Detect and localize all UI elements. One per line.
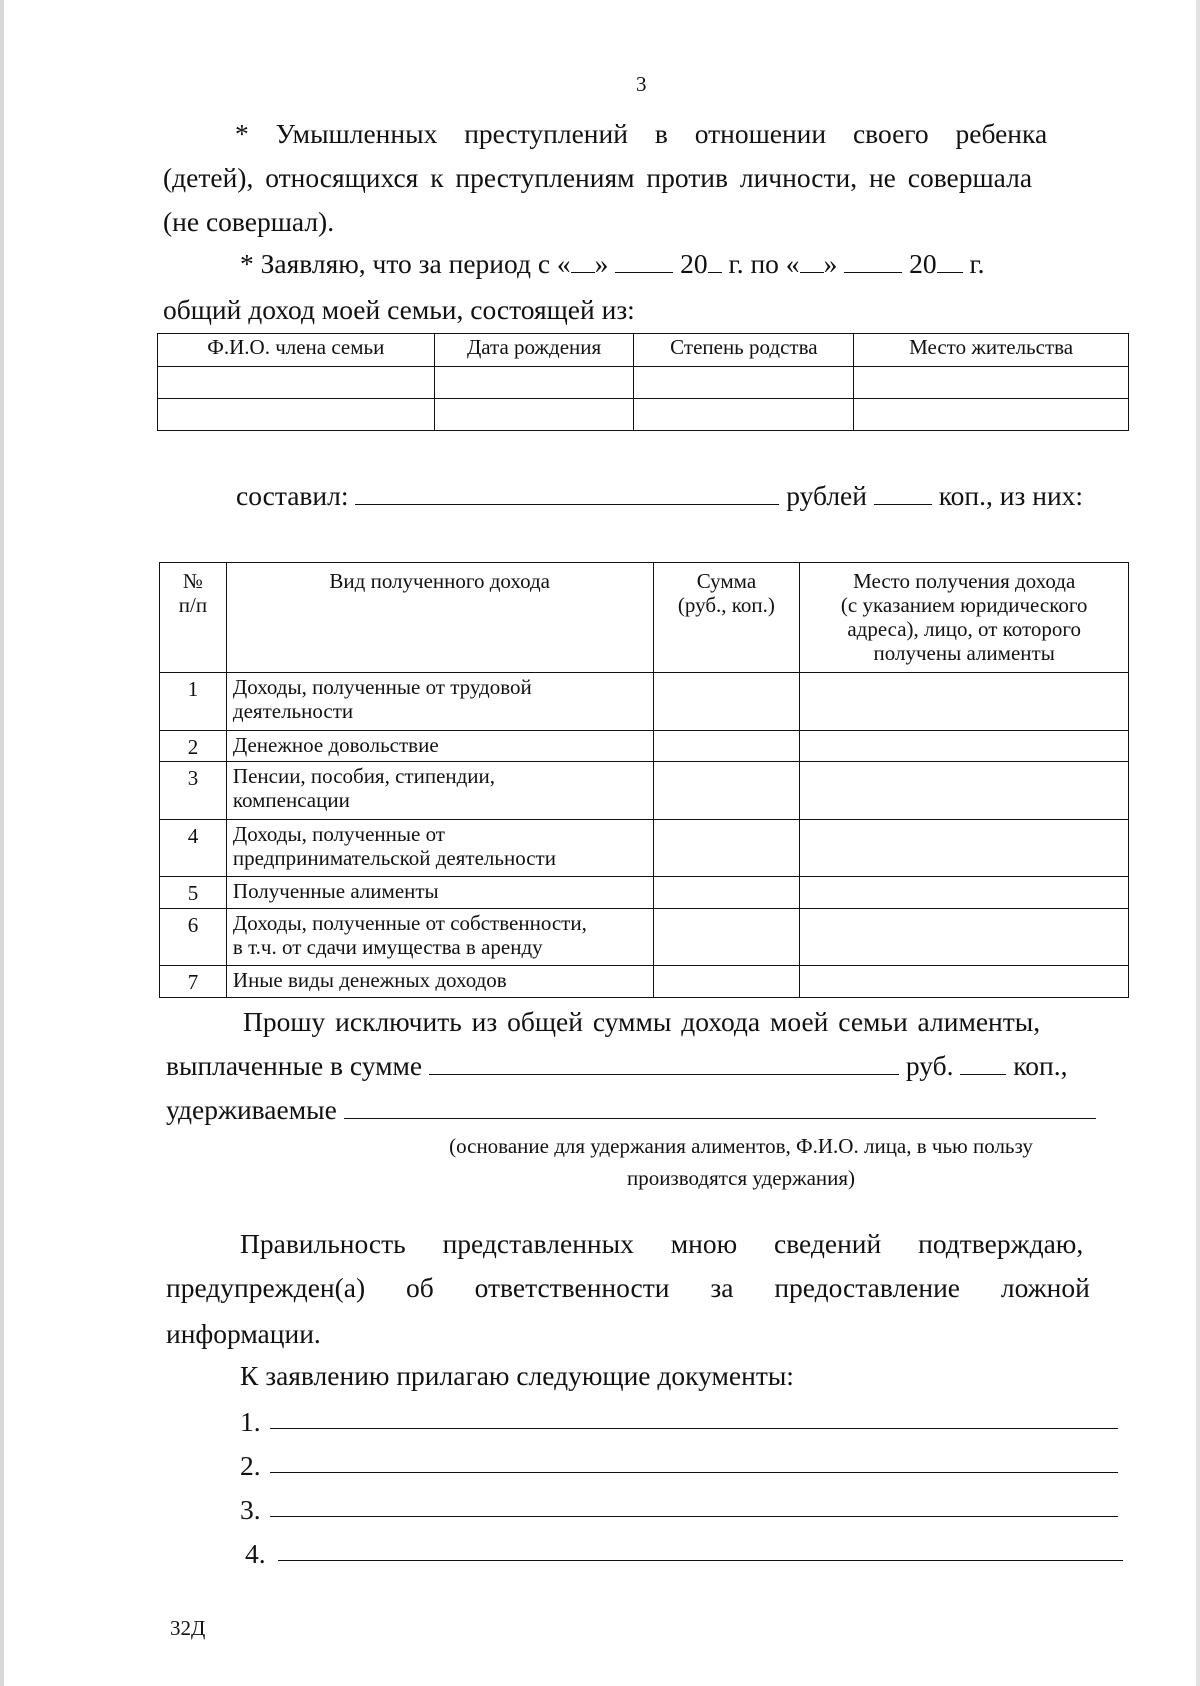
total-kop-field[interactable] (874, 482, 932, 505)
income-row-number: 7 (160, 966, 227, 998)
income-row-place[interactable] (800, 673, 1129, 731)
income-row-place[interactable] (800, 909, 1129, 966)
income-row-type: Иные виды денежных доходов (226, 966, 653, 998)
family-header-name: Ф.И.О. члена семьи (158, 334, 435, 367)
income-row-place[interactable] (800, 820, 1129, 877)
income-row-place[interactable] (800, 731, 1129, 762)
family-cell-name[interactable] (158, 367, 435, 399)
income-table-row (160, 731, 1129, 762)
family-header-residence: Место жительства (854, 334, 1129, 367)
total-line: составил: рублей коп., из них: (236, 480, 1084, 511)
docs-item-1-field[interactable] (270, 1428, 1118, 1429)
family-cell-birthdate[interactable] (434, 399, 634, 431)
docs-intro: К заявлению прилагаю следующие документы: (240, 1360, 794, 1391)
income-row-number: 4 (160, 820, 227, 877)
income-row-sum[interactable] (653, 731, 800, 762)
income-table-row (160, 762, 1129, 820)
period-day-from-field[interactable] (571, 250, 595, 273)
family-table-row (158, 399, 1129, 431)
income-row-type: Доходы, полученные от собственности, в т.ч. от сдачи имущества в аренду (226, 909, 653, 966)
para1-line3: (не совершал). (163, 206, 335, 237)
para1-line1 (235, 120, 1123, 148)
income-row-type: Пенсии, пособия, стипендии, компенсации (226, 762, 653, 820)
alimony-basis-field[interactable] (344, 1096, 1096, 1119)
income-header-num: № п/п (160, 563, 227, 673)
income-table (159, 562, 1129, 998)
family-cell-name[interactable] (158, 399, 435, 431)
income-row-type: Денежное довольствие (226, 731, 653, 762)
income-row-number: 1 (160, 673, 227, 731)
alimony-line3: удерживаемые (166, 1096, 1096, 1124)
para1-line1-text: * Умышленных преступлений в отношении своего ребенка (235, 118, 1048, 149)
confirm-line2: предупрежден(а) об ответственности за предоставление ложной (166, 1272, 1090, 1303)
income-row-sum[interactable] (653, 877, 800, 909)
para1-line2: (детей), относящихся к преступлениям против личности, не совершала (163, 162, 1033, 193)
income-row-number: 2 (160, 731, 227, 762)
income-header-sum: Сумма (руб., коп.) (653, 563, 800, 673)
income-header-type: Вид полученного дохода (226, 563, 653, 673)
period-day-to-field[interactable] (800, 250, 824, 273)
family-cell-residence[interactable] (854, 399, 1129, 431)
docs-item-3-field[interactable] (270, 1516, 1118, 1517)
footer-code: 32Д (170, 1616, 206, 1640)
income-table-row (160, 877, 1129, 909)
family-table (157, 333, 1129, 431)
family-intro: общий доход моей семьи, состоящей из: (163, 294, 635, 325)
alimony-rub-field[interactable] (429, 1052, 899, 1075)
docs-item-4-label: 4. (245, 1538, 266, 1569)
income-row-sum[interactable] (653, 762, 800, 820)
income-row-place[interactable] (800, 966, 1129, 998)
income-row-number: 5 (160, 877, 227, 909)
docs-item-4-field[interactable] (278, 1560, 1123, 1561)
period-line: * Заявляю, что за период с « » 20 г. по « » 20 г. (240, 248, 985, 279)
scan-edge-left (0, 0, 4, 1686)
confirm-line3: информации. (166, 1318, 321, 1349)
family-table-header (158, 334, 1129, 367)
income-table-row (160, 673, 1129, 731)
alimony-caption: (основание для удержания алиментов, Ф.И.О. лица, в чью пользу производятся удержания) (449, 1134, 1033, 1190)
family-header-relation: Степень родства (634, 334, 854, 367)
family-cell-residence[interactable] (854, 367, 1129, 399)
income-table-header (160, 563, 1129, 673)
docs-item-1-label: 1. (240, 1406, 261, 1437)
alimony-kop-field[interactable] (960, 1052, 1006, 1075)
income-row-sum[interactable] (653, 909, 800, 966)
income-row-sum[interactable] (653, 820, 800, 877)
family-cell-birthdate[interactable] (434, 367, 634, 399)
income-row-sum[interactable] (653, 673, 800, 731)
family-cell-relation[interactable] (634, 367, 854, 399)
docs-item-3-label: 3. (240, 1494, 261, 1525)
docs-item-2-field[interactable] (270, 1472, 1118, 1473)
alimony-line2: выплаченные в сумме руб. коп., (166, 1050, 1068, 1081)
period-month-to-field[interactable] (844, 250, 902, 273)
income-row-sum[interactable] (653, 966, 800, 998)
income-table-row (160, 909, 1129, 966)
income-table-row (160, 966, 1129, 998)
confirm-line1: Правильность представленных мною сведений подтверждаю, (240, 1228, 1084, 1259)
scan-edge-right (1196, 0, 1200, 1686)
family-header-birthdate: Дата рождения (434, 334, 634, 367)
income-row-place[interactable] (800, 877, 1129, 909)
income-header-place: Место получения дохода (с указанием юридического адреса), лицо, от которого получены алименты (800, 563, 1129, 673)
period-year-from-field[interactable] (708, 250, 722, 273)
family-table-row (158, 367, 1129, 399)
family-cell-relation[interactable] (634, 399, 854, 431)
alimony-line1: Прошу исключить из общей суммы дохода моей семьи алименты, (243, 1006, 1041, 1037)
income-row-type: Доходы, полученные от предпринимательской деятельности (226, 820, 653, 877)
docs-item-2-label: 2. (240, 1450, 261, 1481)
income-table-row (160, 820, 1129, 877)
total-rub-field[interactable] (355, 482, 779, 505)
income-row-place[interactable] (800, 762, 1129, 820)
income-row-number: 6 (160, 909, 227, 966)
period-year-to-field[interactable] (937, 250, 963, 273)
income-row-number: 3 (160, 762, 227, 820)
income-row-type: Доходы, полученные от трудовой деятельности (226, 673, 653, 731)
page-number: 3 (636, 72, 647, 96)
period-month-from-field[interactable] (615, 250, 673, 273)
income-row-type: Полученные алименты (226, 877, 653, 909)
